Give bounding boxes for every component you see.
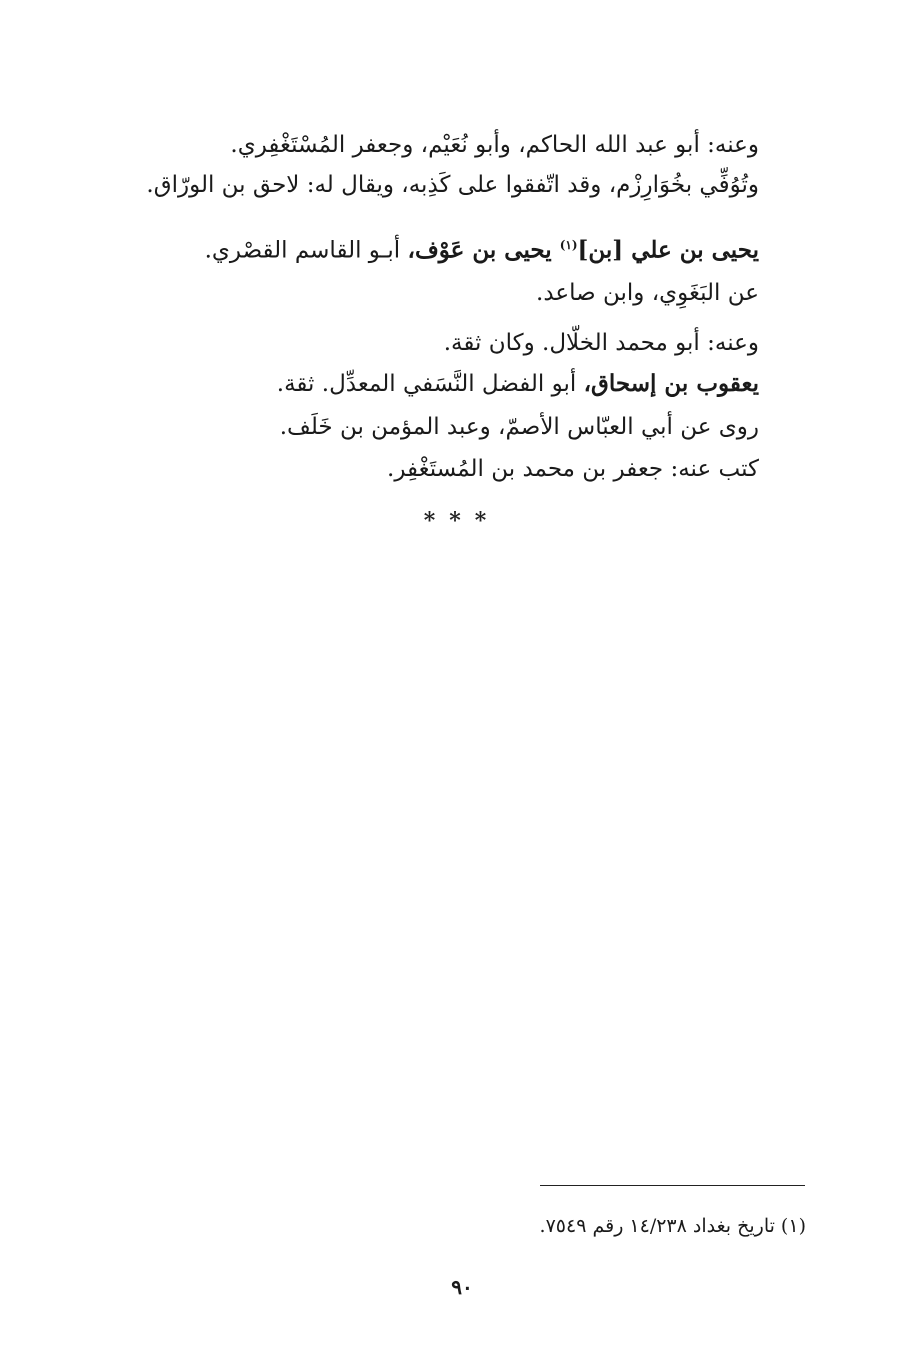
entry-description: أبـو القاسم القصْري. (204, 237, 408, 264)
footnote-reference: (١) (559, 238, 578, 252)
entry-description: أبو الفضل النَّسَفي المعدِّل. ثقة. (276, 371, 584, 397)
footnote-divider (540, 1185, 805, 1186)
section-separator: *** (423, 508, 501, 534)
entry-heading-yahya (205, 228, 759, 268)
footnote: (١) تاريخ بغداد ١٤/٢٣٨ رقم ٧٥٤٩. (539, 1215, 806, 1237)
text-line-1: وعنه: أبو عبد الله الحاكم، وأبو نُعَيْم، وجعفر المُسْتَغْفِري. (230, 132, 759, 158)
entry-name: يعقوب بن إسحاق، (583, 370, 759, 397)
text-line-4: عن البَغَوِي، وابن صاعد. (536, 280, 759, 306)
text-line-7: روى عن أبي العبّاس الأصمّ، وعبد المؤمن بن خَلَف. (279, 414, 759, 440)
text-line-2: وتُوُفِّي بخُوَارِزْم، وقد اتّفقوا على كَذِبه، ويقال له: لاحق بن الورّاق. (146, 172, 759, 198)
entry-name-part-1: يحيى بن علي [بن] (577, 236, 759, 264)
entry-heading-yaqub (277, 367, 759, 401)
text-line-5: وعنه: أبو محمد الخلّال. وكان ثقة. (443, 330, 759, 356)
text-line-8: كتب عنه: جعفر بن محمد بن المُستَغْفِر. (387, 456, 759, 482)
page-number: ٩٠ (451, 1275, 473, 1299)
entry-name-part-2: يحيى بن عَوْف، (407, 236, 560, 264)
